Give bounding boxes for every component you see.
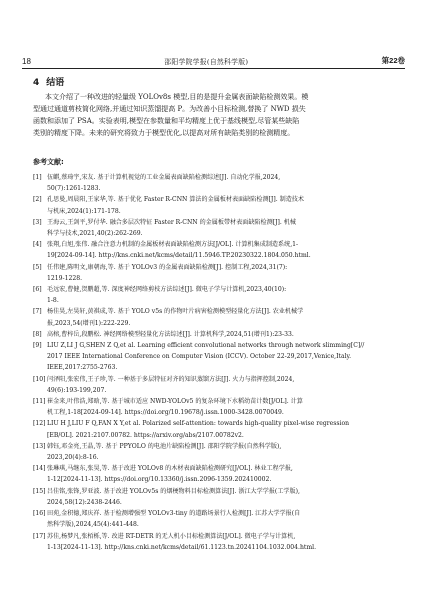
- reference-text-line: 报,2023,54(增刊1):222-229.: [47, 319, 131, 327]
- reference-text-line: 张琳琪,马继东,张昊,等. 基于改进 YOLOv8 的木材表面缺陷检测研究[J/OL]. 林业工程学报,: [47, 465, 293, 473]
- reference-text-line: 杨佳昊,左昊轩,黄祺成,等. 基于 YOLO v5s 的作物叶片病害检测模型轻量化方法[J]. 农业机械学: [47, 308, 304, 316]
- reference-number: [4]: [33, 241, 42, 249]
- conclusion-line: 本文介绍了一种改进的轻量级 YOLOv8s 模型,目的是提升金属表面缺陷检测效果。模: [45, 93, 309, 101]
- reference-number: [6]: [33, 286, 42, 294]
- reference-item: [33, 239, 401, 261]
- reference-text-line: 2024,58(12):2438-2446.: [47, 498, 122, 506]
- reference-list: [33, 172, 401, 553]
- reference-text-line: 韩钰,邓金亮,王晶,等. 基于 PPYOLO 的电池片缺陷检测[J]. 邵阳学院学报(自然科学版),: [47, 442, 282, 450]
- reference-text-line: 吕佳铭,张锋,罗亚波. 基于改进 YOLOv5s 的烟梗物料目标检测算法[J]. 浙江大学学报(工学版),: [47, 487, 300, 495]
- section-heading: [33, 75, 64, 88]
- reference-item: [33, 531, 401, 553]
- reference-text-line: 任伟建,陈明文,康朝海,等. 基于 YOLOv3 的金属表面缺陷检测[J]. 控制工程,2024,31(7):: [47, 263, 288, 271]
- reference-text-line: 与机床,2024(1):171-178.: [47, 207, 121, 215]
- reference-number: [10]: [33, 375, 46, 383]
- reference-text-line: 1219-1228.: [47, 274, 83, 282]
- reference-text-line: 田苑,金积德,郑庆祥. 基于检测增强型 YOLOv3-tiny 的道路场景行人检测[J]. 江苏大学学报(自: [47, 510, 301, 518]
- reference-number: [2]: [33, 196, 42, 204]
- reference-text-line: 伍麒,蔡琦宇,宋友. 基于计算机视觉的工业金属表面缺陷检测综述[J]. 自动化学报,2024,: [47, 174, 281, 181]
- reference-text-line: 1-12[2024-11-13]. https://doi.org/10.13360/j.issn.2096-1359.202410002.: [47, 476, 272, 484]
- reference-number: [8]: [33, 330, 42, 338]
- reference-text-line: 1-13[2024-11-13]. http://kns.cnki.net/kcms/detail/61.1123.tn.20241104.1032.004.html.: [47, 543, 317, 551]
- reference-item: [33, 486, 401, 508]
- page-number: 18: [22, 57, 31, 66]
- reference-text-line: LIU Z,LI J G,SHEN Z Q,et al. Learning efficient convolutional networks through network slimming[C]//: [47, 342, 365, 350]
- reference-text-line: 19[2024-09-14]. http://kns.cnki.net/kcms/detail/11.5946.TP.20230322.1804.050.html.: [47, 252, 311, 260]
- reference-item: [33, 340, 401, 374]
- reference-text-line: 毛远宏,曹健,贺鹏超,等. 深度神经网络剪枝方法综述[J]. 微电子学与计算机,2023,40(10):: [47, 286, 287, 294]
- reference-item: [33, 306, 401, 328]
- reference-text-line: [EB/OL]. 2021:2107.00782. https://arxiv.org/abs/2107.00782v2.: [47, 431, 244, 439]
- header-rule: [22, 68, 405, 69]
- reference-item: [33, 329, 401, 340]
- reference-number: [5]: [33, 263, 42, 271]
- reference-text-line: 高榕,曹梓岳,段鹏松. 神经网络模型轻量化方法综述[J]. 计算机科学,2024,51(增刊1):23-33.: [47, 330, 294, 338]
- reference-text-line: 2017 IEEE International Conference on Computer Vision (ICCV). October 22-29,2017,Venice,Italy.: [47, 353, 352, 361]
- reference-text-line: LIU H J,LIU F Q,FAN X Y,et al. Polarized self-attention: towards high-quality pixel-wise regression: [47, 420, 350, 428]
- reference-number: [11]: [33, 398, 46, 406]
- reference-text-line: 然科学版),2024,45(4):441-448.: [47, 521, 139, 529]
- reference-item: [33, 217, 401, 239]
- reference-number: [15]: [33, 487, 46, 495]
- reference-text-line: 闫泽阳,张宏伟,王子珍,等. 一种基于多层特征对齐的知识蒸馏方法[J]. 火力与指挥控制,2024,: [47, 375, 295, 383]
- reference-text-line: 49(6):193-199,207.: [47, 386, 107, 394]
- reference-number: [16]: [33, 510, 46, 518]
- reference-item: [33, 508, 401, 530]
- reference-text-line: IEEE,2017:2755-2763.: [47, 364, 118, 372]
- reference-text-line: 科学与技术,2021,40(2):262-269.: [47, 230, 143, 238]
- reference-text-line: 苏佳,杨梦凡,张栢栎,等. 改进 RT-DETR 的无人机小目标检测算法[J/OL]. 微电子学与计算机,: [47, 532, 296, 540]
- reference-item: [33, 284, 401, 306]
- reference-item: [33, 194, 401, 216]
- reference-number: [9]: [33, 342, 42, 350]
- conclusion-line: 型通过通道剪枝简化网络,并通过知识蒸馏提高 P。为改善小目标检测,替换了 NWD 损失: [33, 105, 306, 113]
- reference-number: [17]: [33, 532, 46, 540]
- conclusion-line: 函数和添加了 PSA。实验表明,模型在参数量和平均精度上优于基线模型,尽管某些缺陷: [33, 117, 300, 125]
- reference-item: [33, 262, 401, 284]
- journal-name: 邵阳学院学报(自然科学版): [164, 58, 249, 66]
- reference-item: [33, 441, 401, 463]
- reference-number: [7]: [33, 308, 42, 316]
- references-heading: 参考文献:: [33, 158, 64, 166]
- running-header: [22, 53, 405, 66]
- reference-item: [33, 374, 401, 396]
- reference-item: [33, 418, 401, 440]
- reference-text-line: 1-8.: [47, 297, 59, 305]
- reference-text-line: 50(7):1261-1283.: [47, 185, 101, 193]
- reference-number: [12]: [33, 420, 46, 428]
- section-number: 4: [33, 78, 40, 88]
- reference-item: [33, 172, 401, 194]
- reference-number: [3]: [33, 218, 42, 226]
- reference-text-line: 2023,20(4):8-16.: [47, 454, 99, 462]
- volume-label: 第22卷: [381, 56, 405, 65]
- section-title: 结语: [46, 78, 65, 88]
- reference-number: [14]: [33, 465, 46, 473]
- conclusion-line: 类别的精度下降。未来的研究将致力于模型优化,以提高对所有缺陷类别的检测精度。: [33, 129, 295, 137]
- reference-number: [13]: [33, 442, 46, 450]
- reference-item: [33, 396, 401, 418]
- reference-text-line: 孔思曼,周晨阳,王家华,等. 基于优化 Faster R-CNN 算法的金属板材表面缺陷检测[J]. 制造技术: [47, 196, 304, 204]
- reference-number: [1]: [33, 174, 42, 181]
- reference-text-line: 王海云,王剑平,罗付华. 融合多层次特征 Faster R-CNN 的金属板带材表面缺陷检测[J]. 机械: [47, 218, 296, 226]
- reference-item: [33, 463, 401, 485]
- reference-text-line: 张翔,白旭,张伟. 融合注意力机制的金属板材表面缺陷检测方法[J/OL]. 计算机集成制造系统,1-: [47, 241, 299, 249]
- reference-text-line: 崔金来,叶伟浩,郑晗,等. 基于城市适应 NWD-YOLOv5 的复杂环境下水稻幼苗计数[J/OL]. 计算: [47, 398, 303, 406]
- reference-text-line: 机工程,1-18[2024-09-14]. https://doi.org/10.19678/j.issn.1000-3428.0070049.: [47, 409, 284, 417]
